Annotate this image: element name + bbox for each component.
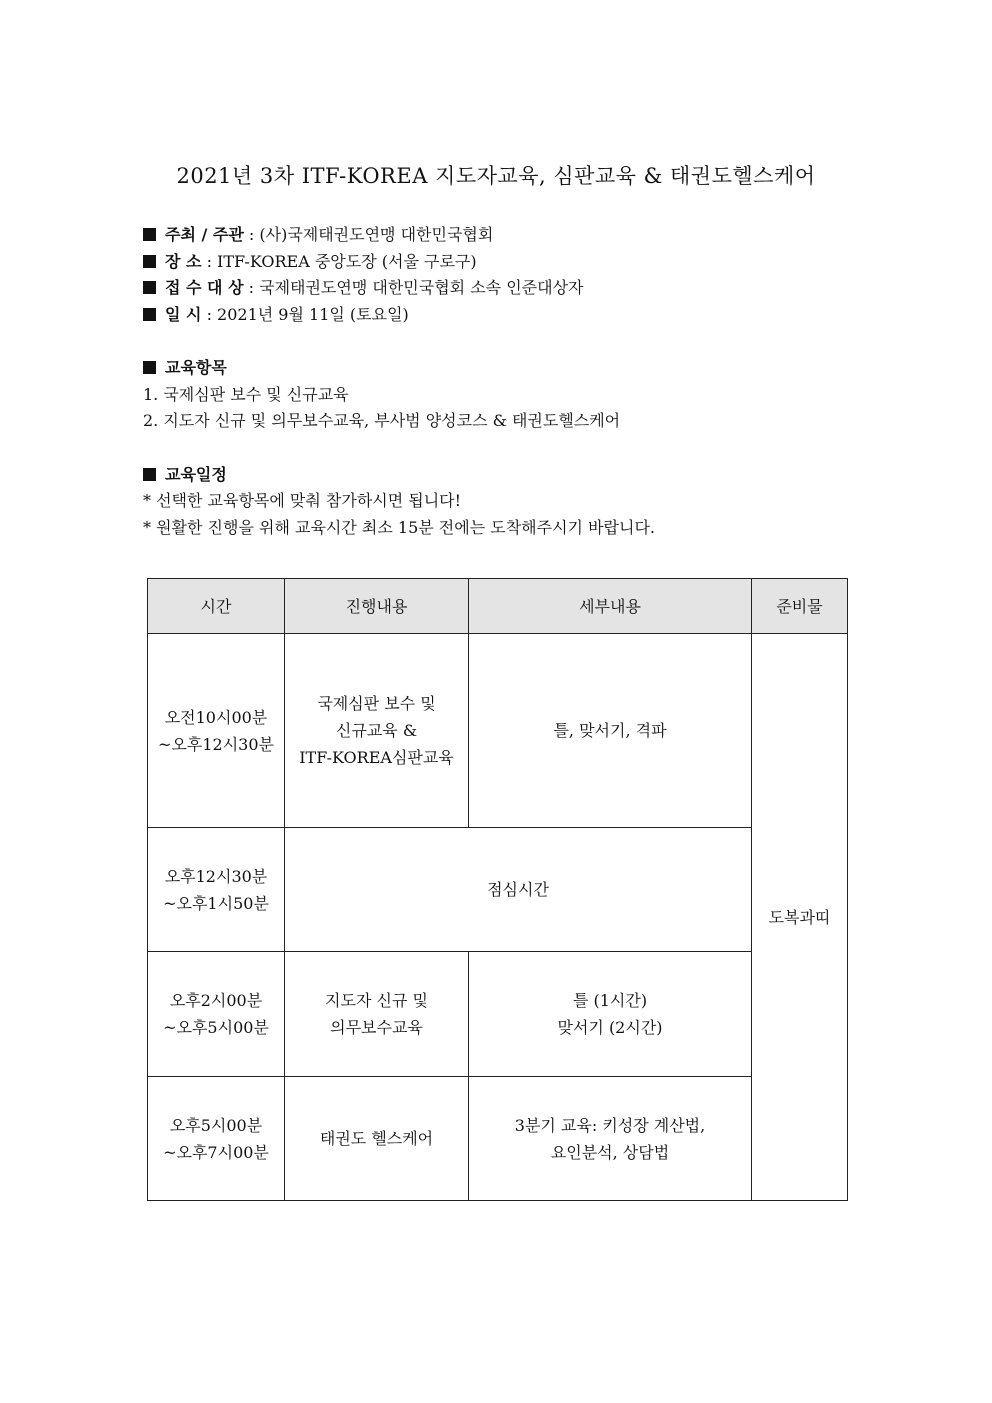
column-header-materials: 준비물 [752,579,848,634]
event-info [143,222,863,541]
table-row [148,1077,848,1201]
schedule-note: * 원활한 진행을 위해 교육시간 최소 15분 전에는 도착해주시기 바랍니다. [143,517,655,537]
education-item: 1. 국제심판 보수 및 신규교육 [143,384,349,404]
info-eligibility [143,275,863,302]
square-bullet-icon [143,228,156,241]
table-row [148,952,848,1077]
content-cell: 지도자 신규 및 의무보수교육 [285,952,469,1077]
square-bullet-icon [143,308,156,321]
square-bullet-icon [143,281,156,294]
column-header-detail: 세부내용 [469,579,752,634]
education-items-heading: 교육항목 [143,355,863,382]
detail-cell: 틀 (1시간) 맞서기 (2시간) [469,952,752,1077]
column-header-time: 시간 [148,579,285,634]
info-label: 접 수 대 상 [165,278,244,297]
education-item: 2. 지도자 신규 및 의무보수교육, 부사범 양성코스 & 태권도헬스케어 [143,411,621,430]
info-label: 주최 / 주관 [165,225,244,244]
schedule-heading: 교육일정 [143,462,863,489]
time-cell: 오후5시00분 ~오후7시00분 [148,1077,285,1201]
time-cell: 오후12시30분 ~오후1시50분 [148,828,285,952]
info-value: : 2021년 9월 11일 (토요일) [201,304,409,324]
page-title: 2021년 3차 ITF-KOREA 지도자교육, 심판교육 & 태권도헬스케어 [176,164,816,188]
square-bullet-icon [143,468,156,481]
info-organizer [143,222,863,249]
materials-cell: 도복과띠 [752,634,848,1201]
info-date [143,302,863,329]
time-cell: 오후2시00분 ~오후5시00분 [148,952,285,1077]
table-row [148,634,848,828]
info-label: 장 소 [165,251,202,271]
lunch-cell: 점심시간 [285,828,752,952]
detail-cell: 틀, 맞서기, 격파 [469,634,752,828]
info-value: : 국제태권도연맹 대한민국협회 소속 인준대상자 [243,278,584,297]
square-bullet-icon [143,361,156,374]
square-bullet-icon [143,255,156,268]
info-label: 일 시 [165,304,202,324]
schedule-table [147,578,848,1201]
time-cell: 오전10시00분 ~오후12시30분 [148,634,285,828]
content-cell: 태권도 헬스케어 [285,1077,469,1201]
detail-cell: 3분기 교육: 키성장 계산법, 요인분석, 상담법 [469,1077,752,1201]
info-venue [143,249,863,276]
content-cell: 국제심판 보수 및 신규교육 & ITF-KOREA심판교육 [285,634,469,828]
column-header-content: 진행내용 [285,579,469,634]
schedule-note: * 선택한 교육항목에 맞춰 참가하시면 됩니다! [143,491,462,510]
table-header-row [148,579,848,634]
info-value: : ITF-KOREA 중앙도장 (서울 구로구) [201,251,477,271]
table-row [148,828,848,952]
info-value: : (사)국제태권도연맹 대한민국협회 [243,225,494,244]
